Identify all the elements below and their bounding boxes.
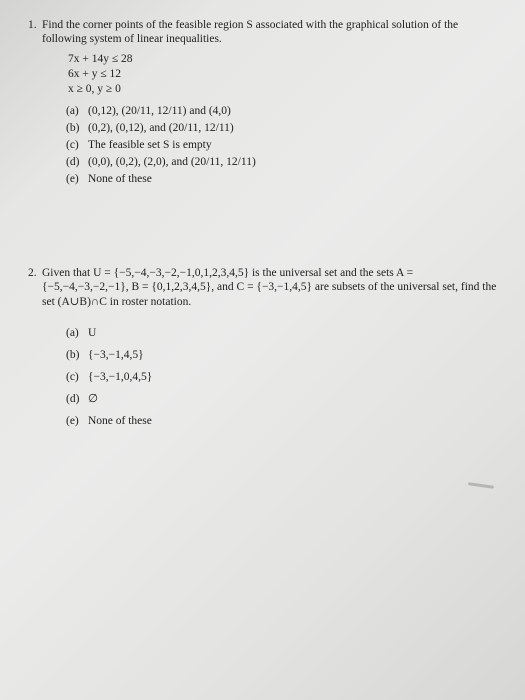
option-letter: (b) xyxy=(66,121,80,134)
question-number: 1. xyxy=(28,19,37,31)
answer-options xyxy=(66,326,498,436)
option-letter: (d) xyxy=(66,155,80,168)
option-letter: (c) xyxy=(66,371,79,384)
option-letter: (c) xyxy=(66,138,79,151)
option-text: None of these xyxy=(88,172,152,185)
option-letter: (a) xyxy=(66,327,79,340)
option-text: U xyxy=(88,327,97,340)
option-text: {−3,−1,4,5} xyxy=(88,349,144,362)
answer-option-c xyxy=(66,138,498,155)
answer-option-b xyxy=(66,348,498,370)
option-text: (0,12), (20/11, 12/11) and (4,0) xyxy=(88,104,231,117)
answer-option-e xyxy=(66,414,498,436)
question-number: 2. xyxy=(28,267,37,279)
inequality: 7x + 14y ≤ 28 xyxy=(68,52,133,65)
question-prompt: Given that U = {−5,−4,−3,−2,−1,0,1,2,3,4,5} is the universal set and the sets A = {−5,−4,−3,−2,−1}, B = {0,1,2,3,4,5}, and C = {−3,−1,4,5} are subsets of the universal set, find the set (A∪B)∩C in roster notation. xyxy=(42,267,497,308)
option-letter: (a) xyxy=(66,104,79,117)
option-text: {−3,−1,0,4,5} xyxy=(88,371,153,384)
option-text: The feasible set S is empty xyxy=(88,138,212,151)
inequality: x ≥ 0, y ≥ 0 xyxy=(68,82,121,95)
option-letter: (d) xyxy=(66,393,80,406)
option-text: (0,2), (0,12), and (20/11, 12/11) xyxy=(88,121,234,134)
option-text: (0,0), (0,2), (2,0), and (20/11, 12/11) xyxy=(88,155,256,168)
answer-option-a xyxy=(66,326,498,348)
paper-mark xyxy=(468,482,494,489)
answer-option-a xyxy=(66,104,498,121)
option-letter: (e) xyxy=(66,172,79,185)
inequality: 6x + y ≤ 12 xyxy=(68,67,122,80)
question-2 xyxy=(28,266,498,436)
answer-option-c xyxy=(66,370,498,392)
answer-option-d xyxy=(66,392,498,414)
answer-options xyxy=(66,104,498,189)
option-letter: (b) xyxy=(66,349,80,362)
option-text: ∅ xyxy=(88,393,99,406)
answer-option-e xyxy=(66,172,498,189)
inequality-system xyxy=(68,52,498,97)
answer-option-b xyxy=(66,121,498,138)
option-text: None of these xyxy=(88,415,152,428)
option-letter: (e) xyxy=(66,415,79,428)
answer-option-d xyxy=(66,155,498,172)
question-1 xyxy=(28,18,498,189)
question-prompt: Find the corner points of the feasible region S associated with the graphical solution of the following system of linear inequalities. xyxy=(42,19,459,46)
